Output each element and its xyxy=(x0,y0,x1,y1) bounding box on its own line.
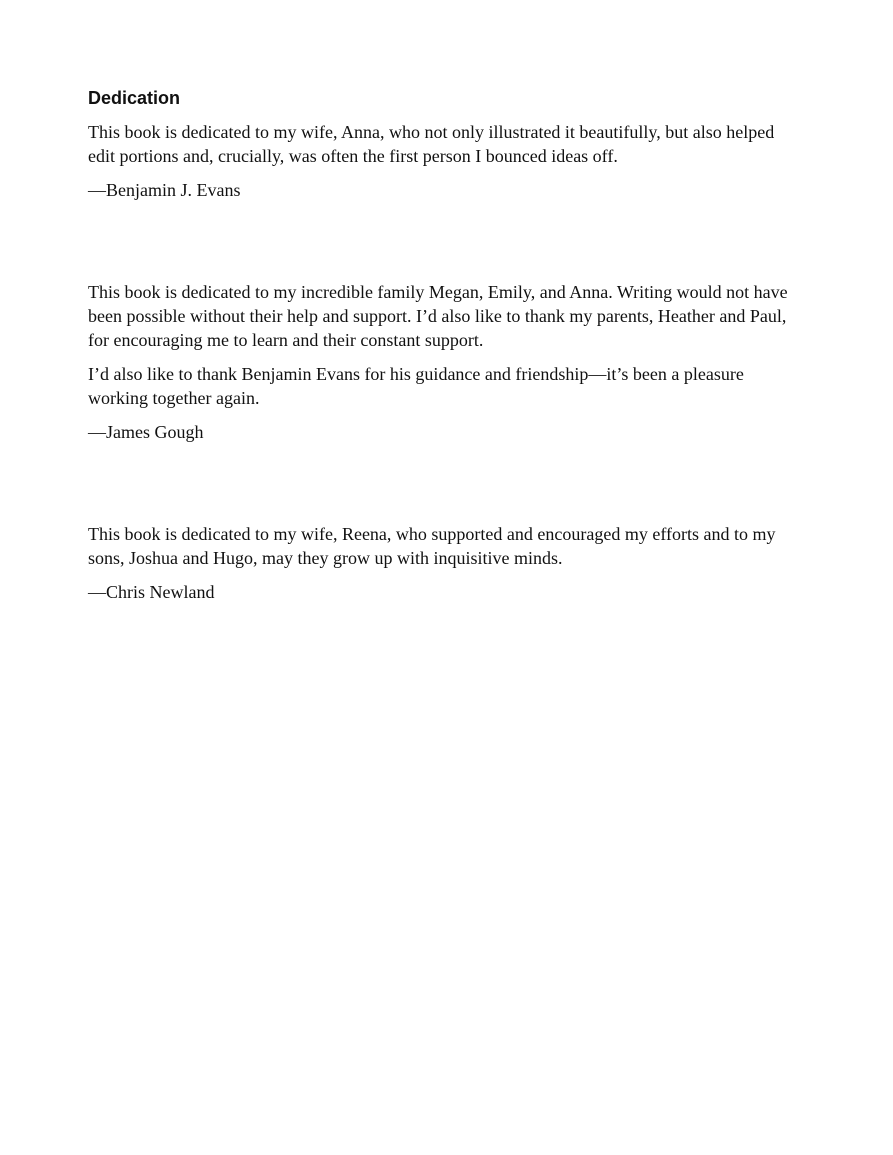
section-spacer xyxy=(88,202,798,280)
dedication-paragraph: This book is dedicated to my wife, Anna, who not only illustrated it beautifully, but also helped edit portions and, crucially, was often the first person I bounced ideas off. xyxy=(88,122,775,166)
dedication-section-evans xyxy=(88,120,798,202)
dedication-paragraph: This book is dedicated to my wife, Reena, who supported and encouraged my efforts and to my sons, Joshua and Hugo, may they grow up with inquisitive minds. xyxy=(88,524,776,568)
dedication-paragraph: I’d also like to thank Benjamin Evans for his guidance and friendship—it’s been a pleasure working together again. xyxy=(88,364,744,408)
dedication-paragraph: This book is dedicated to my incredible family Megan, Emily, and Anna. Writing would not have been possible without their help and support. I’d also like to thank my parents, Heather and Paul, for encouraging me to learn and their constant support. xyxy=(88,282,788,350)
section-spacer xyxy=(88,444,798,522)
signature: —Benjamin J. Evans xyxy=(88,180,241,200)
page-title: Dedication xyxy=(88,88,181,108)
dedication-section-newland xyxy=(88,522,798,604)
dedication-page xyxy=(88,86,798,604)
signature: —James Gough xyxy=(88,422,204,442)
signature: —Chris Newland xyxy=(88,582,215,602)
dedication-section-gough xyxy=(88,280,798,444)
